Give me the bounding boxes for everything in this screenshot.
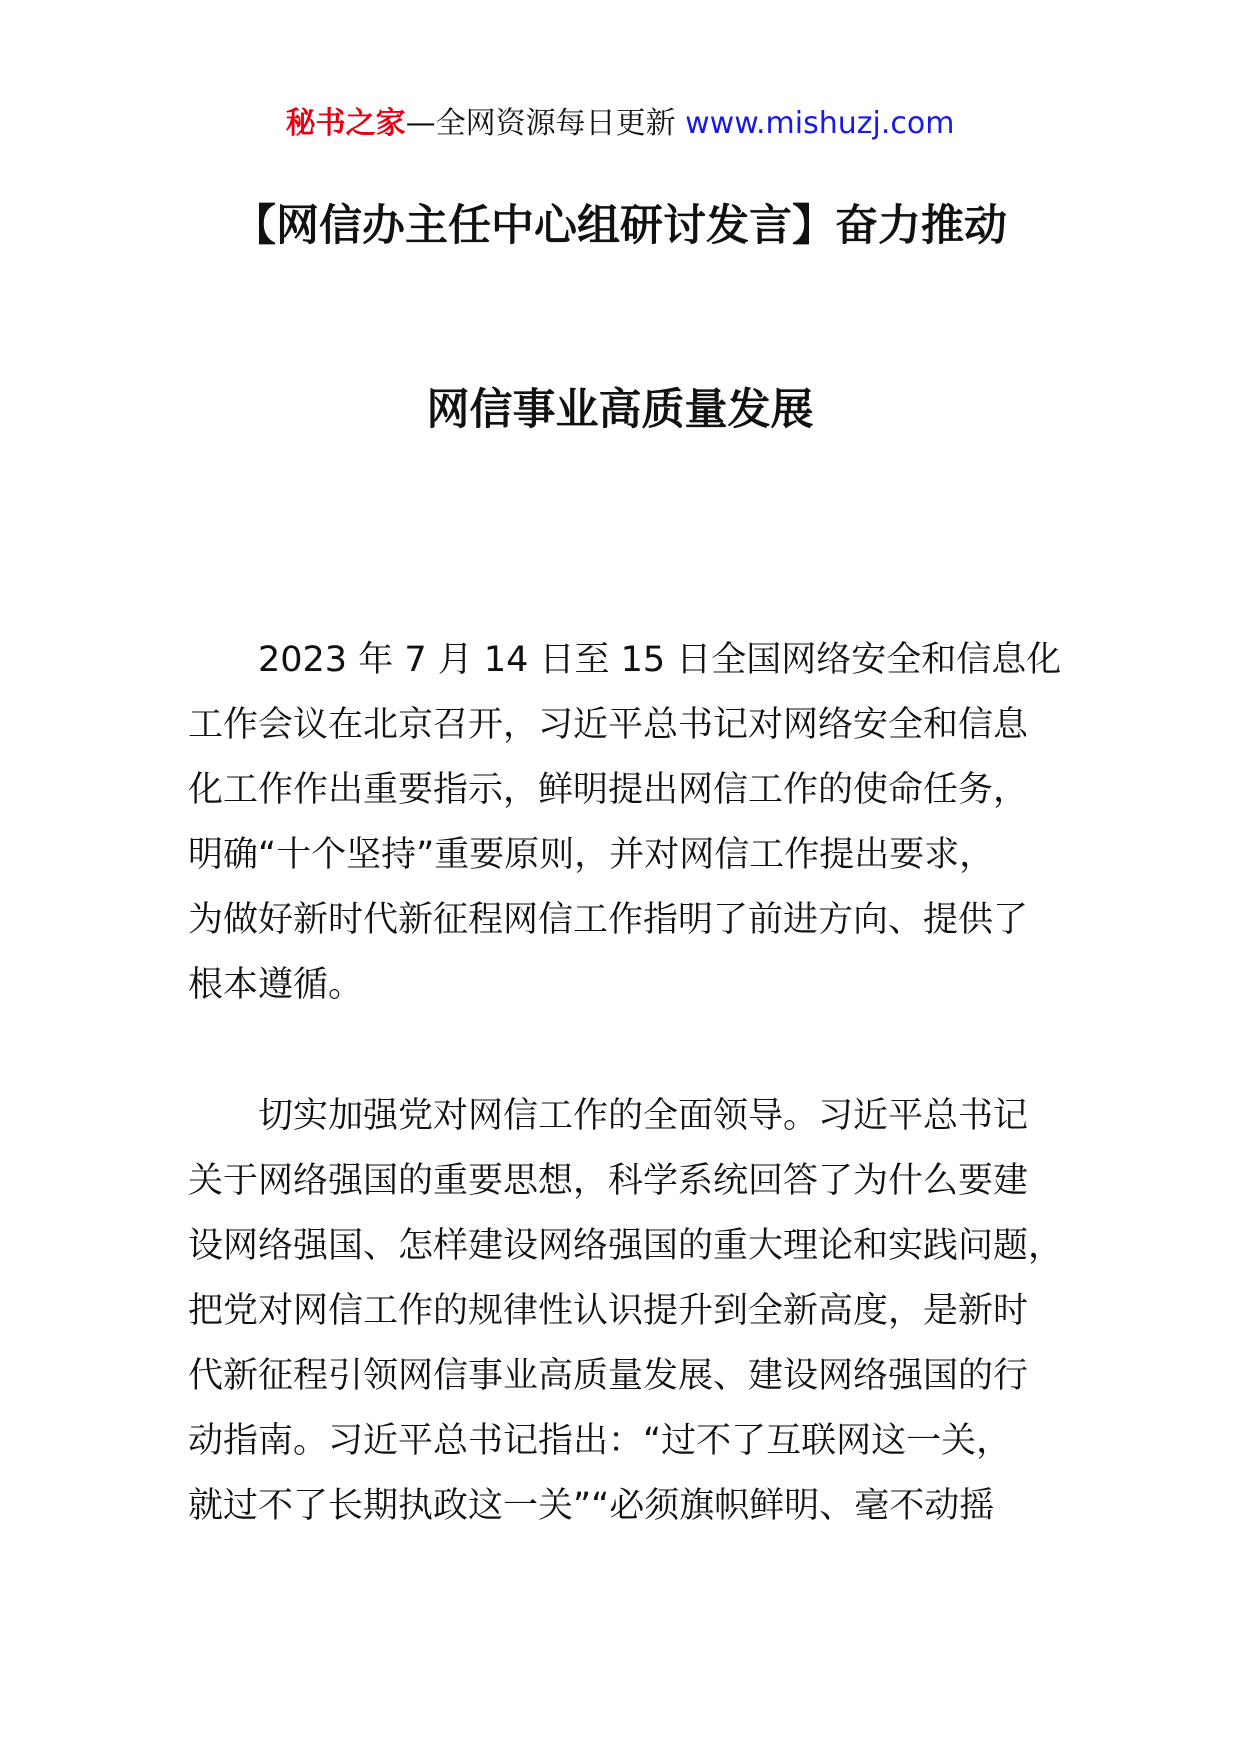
paragraph-line: 化工作作出重要指示，鲜明提出网信工作的使命任务，: [188, 770, 1029, 810]
site-url-link[interactable]: www.mishuzj.com: [685, 106, 955, 141]
paragraph-line: 切实加强党对网信工作的全面领导。习近平总书记: [258, 1096, 1029, 1136]
document-title-line-2: 网信事业高质量发展: [426, 385, 814, 435]
paragraph-line: 为做好新时代新征程网信工作指明了前进方向、提供了: [188, 900, 1029, 940]
paragraph-line: 根本遵循。: [188, 965, 364, 1005]
paragraph-line: 就过不了长期执政这一关”“必须旗帜鲜明、毫不动摇: [188, 1486, 995, 1526]
site-header: [0, 100, 1240, 148]
paragraph-line: 关于网络强国的重要思想，科学系统回答了为什么要建: [188, 1161, 1029, 1201]
paragraph-line: 设网络强国、怎样建设网络强国的重大理论和实践问题，: [188, 1226, 1064, 1266]
paragraph-line: 动指南。习近平总书记指出：“过不了互联网这一关，: [188, 1421, 1012, 1461]
site-tagline: —全网资源每日更新: [405, 106, 686, 141]
paragraph-line: 把党对网信工作的规律性认识提升到全新高度，是新时: [188, 1291, 1029, 1331]
site-brand: 秘书之家: [285, 106, 406, 141]
document-title-line-1: 【网信办主任中心组研讨发言】奋力推动: [233, 201, 1007, 251]
paragraph-1: [188, 628, 1062, 1018]
paragraph-line: 工作会议在北京召开，习近平总书记对网络安全和信息: [188, 705, 1029, 745]
paragraph-line: 2023 年 7 月 14 日至 15 日全国网络安全和信息化: [258, 640, 1062, 680]
paragraph-2: [188, 1084, 1064, 1539]
paragraph-line: 明确“十个坚持”重要原则，并对网信工作提出要求，: [188, 835, 995, 875]
paragraph-line: 代新征程引领网信事业高质量发展、建设网络强国的行: [188, 1356, 1029, 1396]
